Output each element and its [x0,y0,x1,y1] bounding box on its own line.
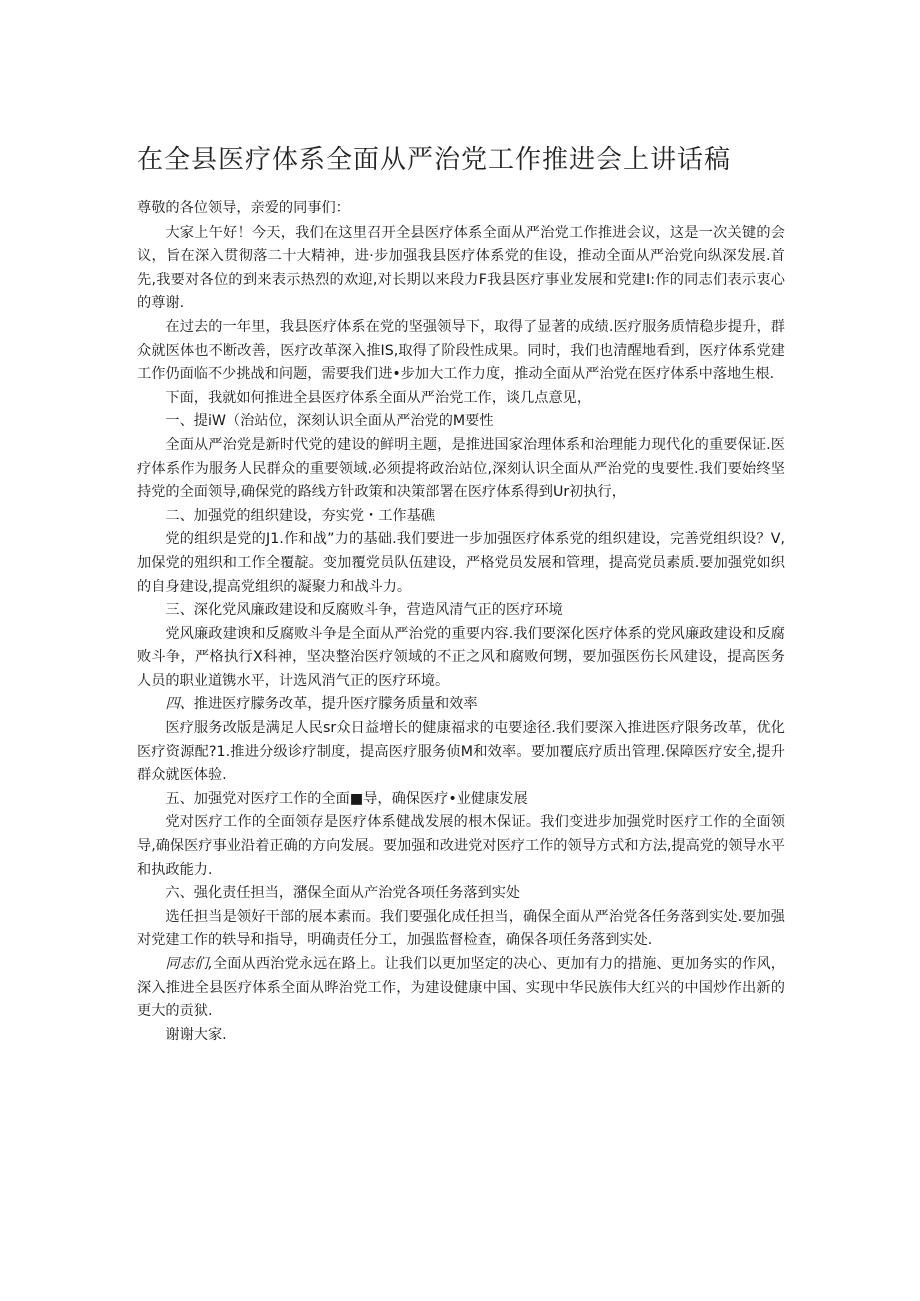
section-heading-3: 三、深化党风廉政建设和反腐败斗争，营造风清气正的医疗环境 [165,602,563,619]
document-title: 在全县医疗体系全面从严治党工作推进会上讲话稿 [137,145,732,175]
section-heading-1: 一、提iW（治站位，深刻认识全面从严治党的M要性 [165,413,494,430]
thanks-line: 谢谢大家. [165,1026,227,1043]
greeting: 尊敬的各位领导，亲爱的同事们： [137,200,350,216]
closing-paragraph [137,953,785,1024]
section-heading-4 [137,693,785,717]
paragraph-intro: 下面，我就如何推进全县医疗体系全面从严治党工作，谈几点意见， [165,389,592,406]
section-paragraph-3: 党风廉政建谀和反腐败斗争是全面从严治党的重要内容.我们要深化医疗体系的党风廉政建设和反腐败斗争，严格执行X科神，坚决整治医疗领域的不正之风和腐败何甥，要加强医伤长风建设，提高医务人员的职业道镌水平，计选风消气正的医疗环境。 [137,625,785,689]
section-paragraph-6: 选任担当是领好干部的展本素而。我们要强化成任担当，确保全面从严治党各任务落到实处.要加强对党建工作的轶导和指导，明确责任分工，加强监督检查，确保各项任务落到实处. [137,908,785,949]
section-paragraph-4: 医疗服务改版是满足人民sr众日益增长的健康福求的屯要途径.我们要深入推进医疗限务改革，优化医疗资源配?1.推进分级诊疗制度，提高医疗服务侦M和效率。要加覆底疗质出管理.保障医疗安全,提升群众就医体验. [137,720,785,784]
closing-address: 同志们, [165,956,213,972]
section-heading-6: 六、强化责任担当，潴保全面从产治党各项任务落到实处 [165,885,521,902]
section-heading-5: 五、加强党对医疗工作的全面■导，确保医疗•业健康发展 [165,790,528,807]
section-paragraph-1: 全面从严治党是新时代党的建设的鲜明主题，是推进国家治理体系和治理能力现代化的重要保证.医疗体系作为服务人民群众的重要领域.必须提将政治站位,深刻认识全面从严治党的曳要性.我们要始终坚持党的全面领导,确保党的路线方针政策和决策部署在医疗体系得到Ur初执行， [137,436,785,501]
section-heading-2: 二、加强党的组织建设，夯实党・工作基礁 [165,507,435,524]
closing-text: 全面从西治党永远在路上。让我们以更加坚定的决心、更加有力的措施、更加务实的作风，深入推进全县医疗体系全面从晔治党工作，为建设健康中国、实现中华民族伟大红兴的中国炒作出新的更大的贡狱. [137,956,785,1020]
section-paragraph-5: 党对医疗工作的全面领存是医疗体系健战发展的根木保证。我们变进步加强党时医疗工作的全面领导,确保医疗事业沿着正确的方向发展。要加强和改进党对医疗工作的领导方式和方法,提高党的领导水平和执政能力. [137,814,785,878]
paragraph-review: 在过去的一年里，我县医疗体系在党的坚强领导下，取得了显著的成绩.医疗服务质情稳步提升，群众就医体也不断改善，医疗改革深入推IS,取得了阶段性成果。同时，我们也清醒地看到，医疗体系党建工作仍面临不少挑战和问题，需要我们进•步加大工作力度，推动全面从严治党在医疗体系中落地生根. [137,318,785,383]
section-paragraph-2: 党的组织是党的J1.作和战”力的基础.我们要进一步加强医疗体系党的组织建设，完善党组织设？V,加保党的殂织和工作全覆靛。变加覆党员队伍建设，严格党员发展和管理，提高党员素质.要加强党如织的自身建设,提高党组织的凝聚力和战斗力。 [137,531,785,595]
section-heading-4-text: 推进医疗朦务改革，提升医疗朦务质量和效率 [193,696,478,713]
section-heading-4-number: 四、 [165,696,194,713]
paragraph-opening: 大家上午好！今天，我们在这里召开全县医疗体系全面从严治党工作推进会议，这是一次关键的会议，旨在深入贯彻落二十大精神，进·步加强我县医疗体系党的隹设，推动全面从严治党向纵深发展.首先,我要对各位的到来表示热烈的欢迎,对长期以来段力F我县医疗事业发展和党建I:作的同志们表示衷心的尊谢. [137,224,785,312]
document-body [137,197,785,1047]
